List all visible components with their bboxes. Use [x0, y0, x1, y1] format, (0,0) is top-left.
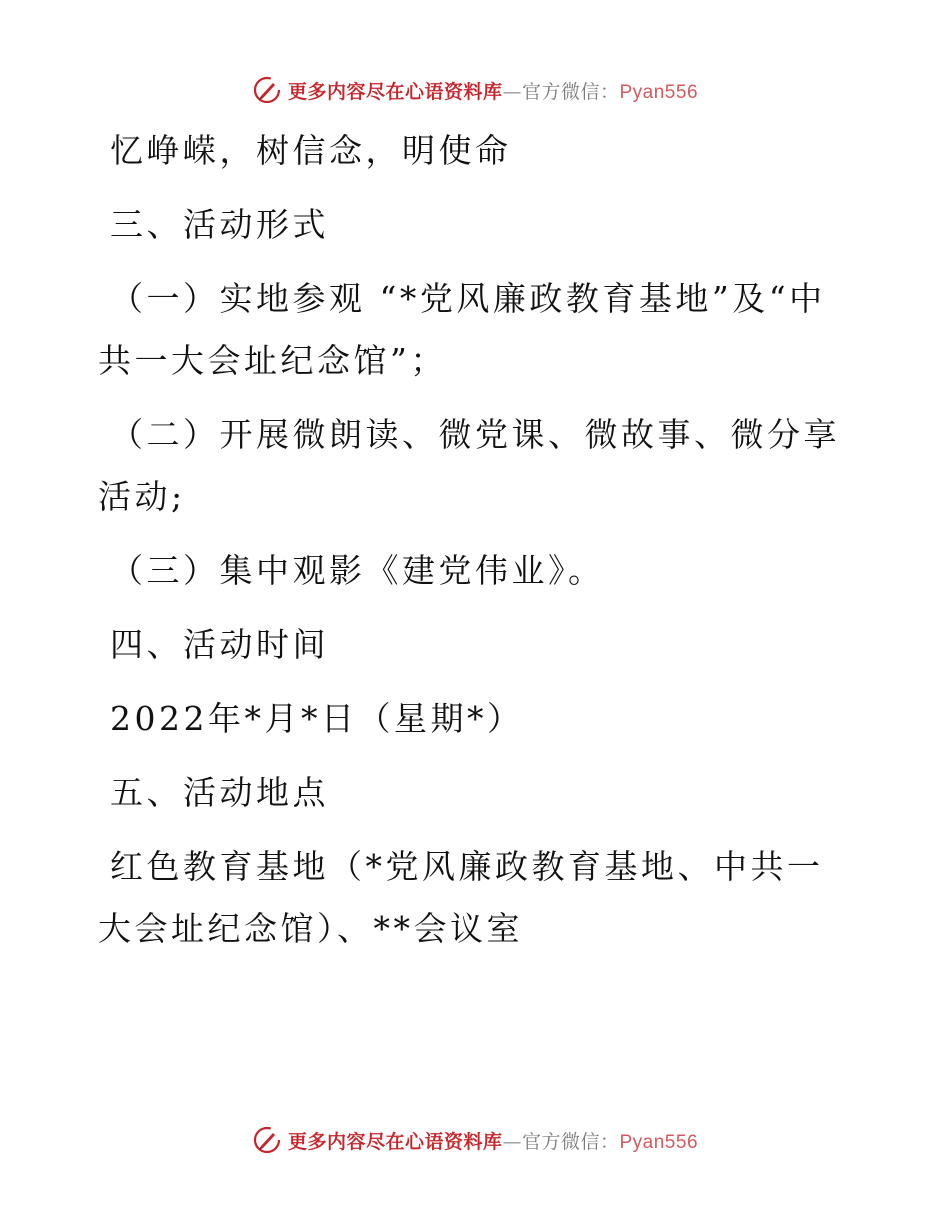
- watermark-wechat-id: Pyan556: [619, 1131, 699, 1153]
- paragraph-time: 2022年*月*日（星期*）: [110, 699, 524, 738]
- heading-activity-form: 三、活动形式: [110, 205, 329, 244]
- paragraph-theme: 忆峥嵘，树信念，明使命: [110, 131, 512, 170]
- paragraph-form-item-3: （三）集中观影《建党伟业》。: [110, 551, 605, 590]
- watermark-wechat-label: 官方微信：: [521, 1130, 620, 1153]
- watermark-main: 更多内容尽在心语资料库: [287, 1130, 503, 1153]
- document-body: [98, 120, 858, 972]
- watermark-text: [288, 1127, 698, 1154]
- watermark-main: 更多内容尽在心语资料库: [287, 80, 503, 103]
- quill-pen-circle-icon: [252, 1125, 282, 1155]
- watermark-wechat-id: Pyan556: [619, 81, 699, 103]
- quill-pen-circle-icon: [252, 75, 282, 105]
- footer-watermark: [0, 1122, 950, 1158]
- watermark-text: [288, 77, 698, 104]
- watermark-separator: —: [502, 80, 522, 103]
- paragraph-location: 红色教育基地（*党风廉政教育基地、中共一大会址纪念馆）、**会议室: [98, 847, 824, 948]
- paragraph-form-item-1: （一）实地参观 “*党风廉政教育基地”及“中共一大会址纪念馆”；: [98, 279, 826, 380]
- paragraph-form-item-2: （二）开展微朗读、微党课、微故事、微分享活动;: [98, 415, 840, 516]
- watermark-separator: —: [502, 1130, 522, 1153]
- watermark-wechat-label: 官方微信：: [521, 80, 620, 103]
- heading-activity-time: 四、活动时间: [110, 625, 329, 664]
- header-watermark: [0, 72, 950, 108]
- heading-activity-location: 五、活动地点: [110, 773, 329, 812]
